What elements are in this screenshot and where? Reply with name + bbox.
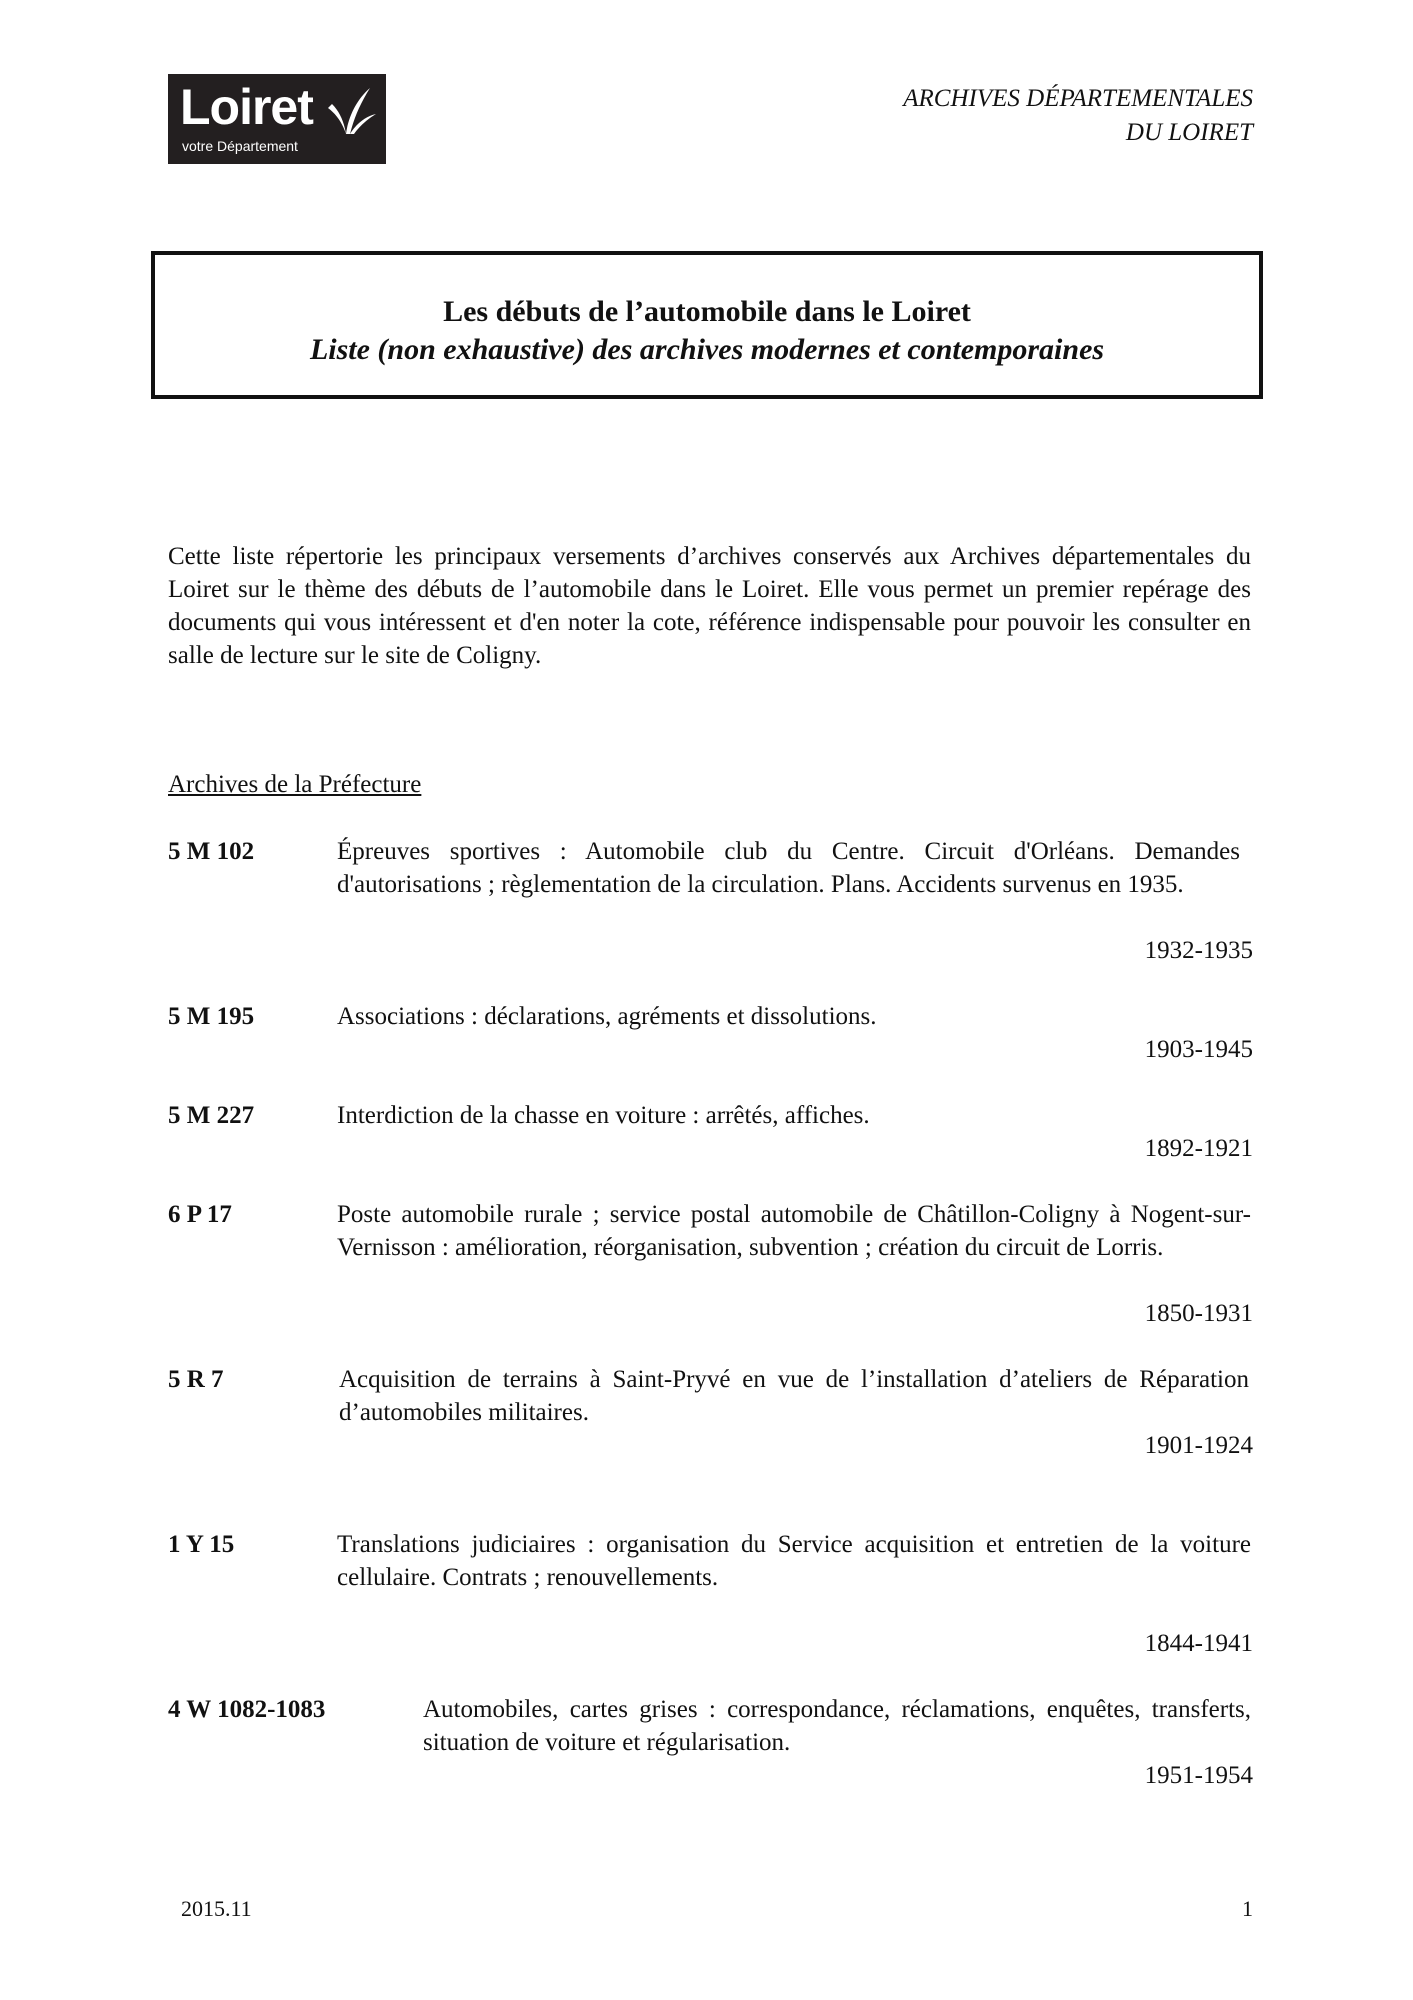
entry-description: Translations judiciaires : organisation du Service acquisition et entretien de la voiture cellulaire. Contrats ; renouvellements.	[337, 1531, 1251, 1591]
entry-code: 1 Y 15	[168, 1531, 235, 1558]
entry-dates: 1844-1941	[1144, 1630, 1253, 1657]
entry-code: 6 P 17	[168, 1201, 232, 1228]
entry-code: 5 M 195	[168, 1003, 255, 1030]
entry-description: Poste automobile rurale ; service postal automobile de Châtillon-Coligny à Nogent-sur-Vernisson : amélioration, réorganisation, subvention ; création du circuit de Lorris.	[337, 1201, 1251, 1261]
intro-paragraph: Cette liste répertorie les principaux versements d’archives conservés aux Archives départementales du Loiret sur le thème des débuts de l’automobile dans le Loiret. Elle vous permet un premier repérage des documents qui vous intéressent et d'en noter la cote, référence indispensable pour pouvoir les consulter en salle de lecture sur le site de Coligny.	[168, 543, 1251, 669]
entry-dates: 1850-1931	[1144, 1300, 1253, 1327]
entry-code: 5 R 7	[168, 1366, 224, 1393]
entry-description: Associations : déclarations, agréments et dissolutions.	[337, 1003, 877, 1030]
title-box	[151, 251, 1263, 399]
leaf-icon	[326, 86, 378, 136]
institution-line-1: ARCHIVES DÉPARTEMENTALES	[903, 85, 1253, 112]
document-subtitle: Liste (non exhaustive) des archives modernes et contemporaines	[309, 333, 1105, 366]
entry-description: Acquisition de terrains à Saint-Pryvé en vue de l’installation d’ateliers de Réparation d’automobiles militaires.	[339, 1366, 1249, 1426]
entry-description: Interdiction de la chasse en voiture : arrêtés, affiches.	[337, 1102, 870, 1129]
entry-dates: 1901-1924	[1144, 1432, 1253, 1459]
entry-dates: 1951-1954	[1144, 1762, 1253, 1789]
logo-name: Loiret	[180, 79, 313, 135]
entry-description: Automobiles, cartes grises : correspondance, réclamations, enquêtes, transferts, situation de voiture et régularisation.	[423, 1696, 1251, 1756]
institution-header	[903, 82, 1253, 150]
entry-dates: 1932-1935	[1144, 937, 1253, 964]
loiret-logo	[168, 74, 386, 164]
section-heading: Archives de la Préfecture	[168, 771, 422, 798]
footer-date: 2015.11	[181, 1896, 252, 1921]
entry-dates: 1892-1921	[1144, 1135, 1253, 1162]
institution-line-2: DU LOIRET	[1125, 119, 1253, 146]
entry-dates: 1903-1945	[1144, 1036, 1253, 1063]
entry-code: 4 W 1082-1083	[168, 1696, 326, 1723]
entry-code: 5 M 102	[168, 838, 255, 865]
entry-description: Épreuves sportives : Automobile club du Centre. Circuit d'Orléans. Demandes d'autorisations ; règlementation de la circulation. Plans. Accidents survenus en 1935.	[337, 838, 1240, 898]
document-title: Les débuts de l’automobile dans le Loiret	[443, 295, 971, 328]
page-number: 1	[1242, 1896, 1253, 1921]
entry-code: 5 M 227	[168, 1102, 255, 1129]
logo-subtitle: votre Département	[182, 138, 298, 154]
